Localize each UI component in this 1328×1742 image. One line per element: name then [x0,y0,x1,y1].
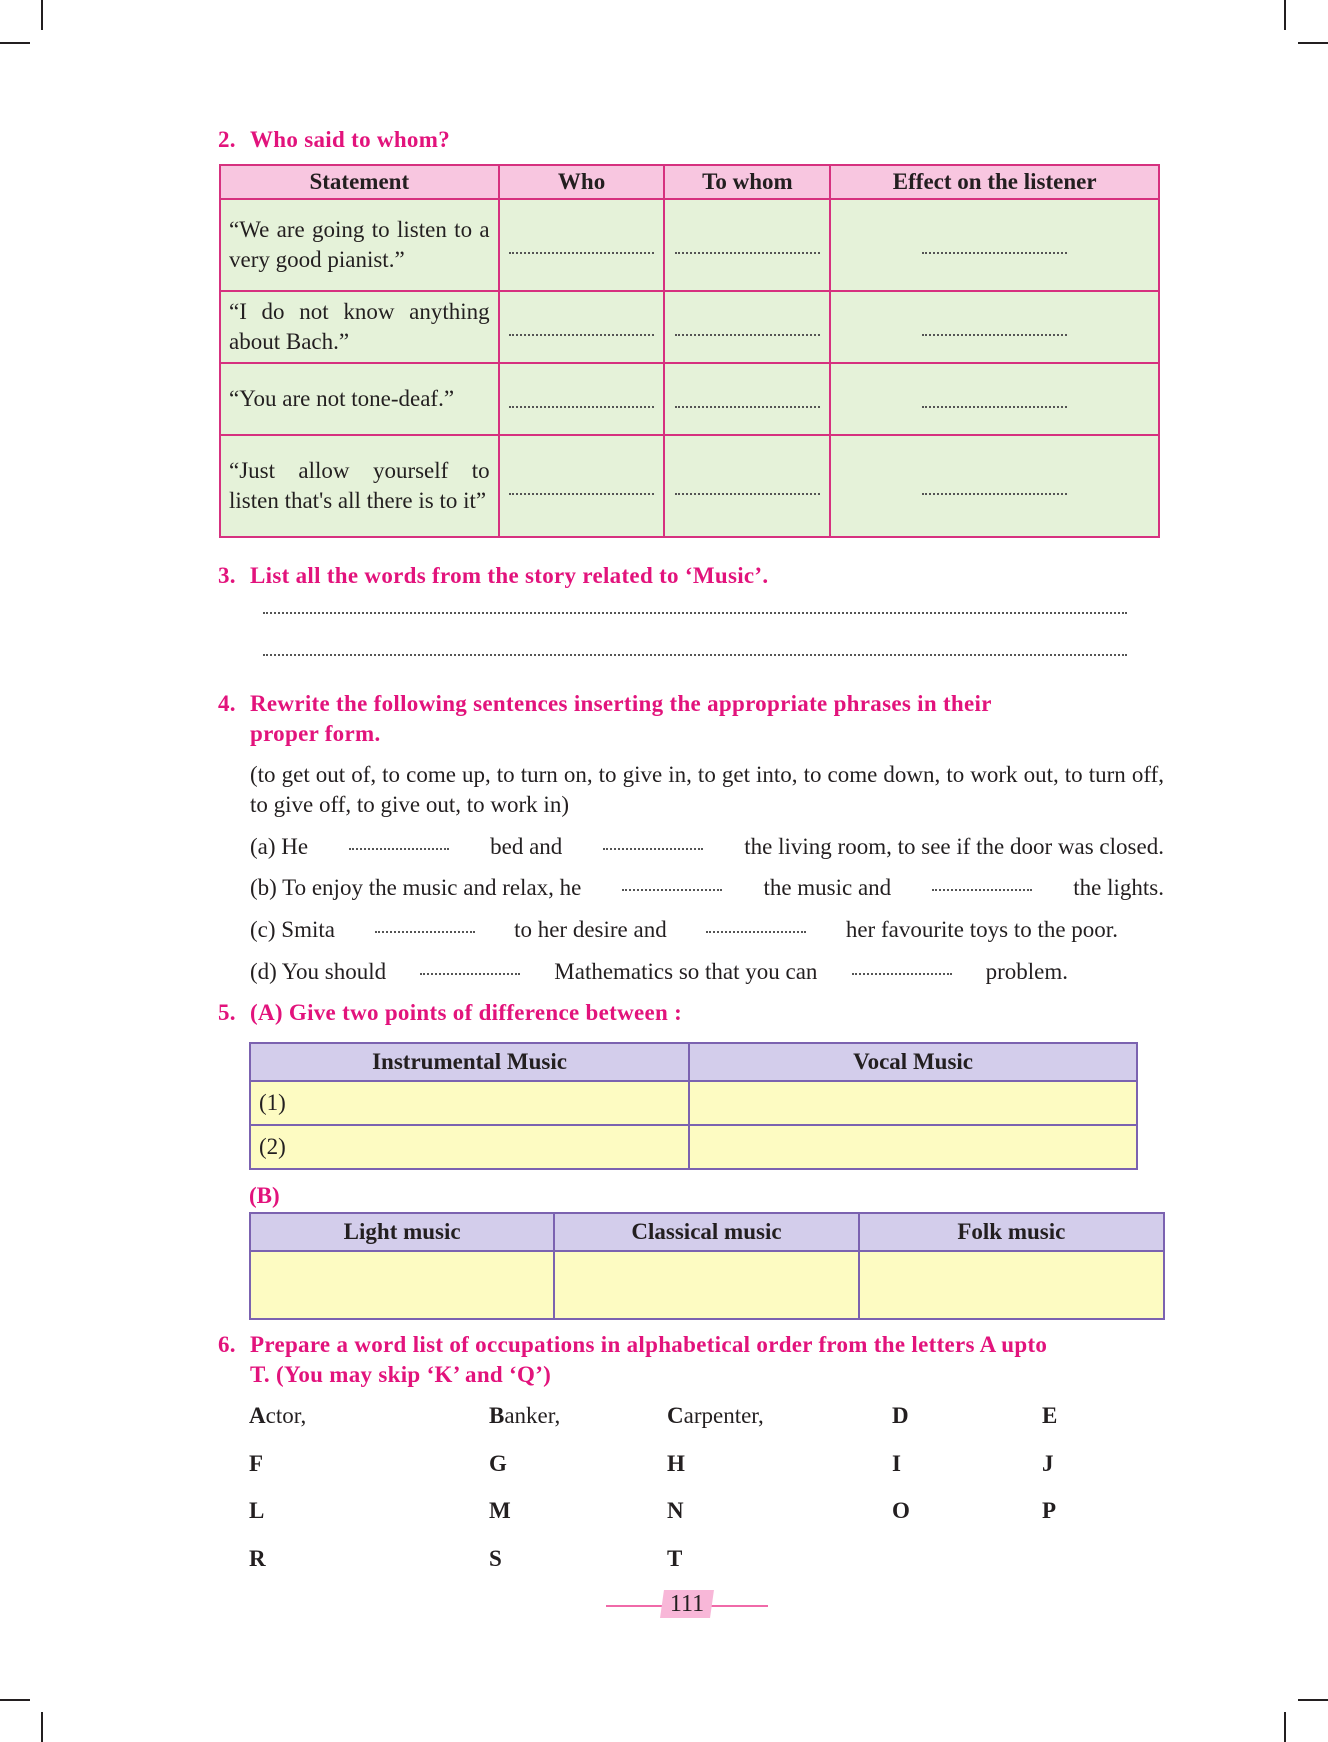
table-header-row [250,1213,1164,1251]
who-answer-cell[interactable] [499,435,665,537]
crop-mark [0,42,30,44]
answer-cell[interactable] [689,1081,1137,1125]
occupation-example [489,1403,560,1429]
occupation-letter-h[interactable]: H [667,1451,685,1476]
answer-blank [922,330,1067,336]
answer-line[interactable] [263,652,1127,656]
occupation-example [249,1403,306,1429]
crop-mark [1298,42,1328,44]
sentence-text: (c) Smita [250,917,335,942]
header-effect: Effect on the listener [830,165,1159,199]
to-whom-answer-cell[interactable] [664,363,830,435]
sentence-a [250,832,1164,862]
occupation-letter-n[interactable]: N [667,1498,684,1523]
header-statement: Statement [220,165,499,199]
occupation-letter-p[interactable]: P [1042,1498,1057,1523]
crop-mark [0,1699,30,1701]
effect-answer-cell[interactable] [830,199,1159,291]
music-types-table [249,1212,1165,1320]
sentence-text: Mathematics so that you can [554,959,818,984]
occupation-letter-o[interactable]: O [892,1498,910,1523]
header-to-whom: To whom [664,165,830,199]
question-text: List all the words from the story related to ‘Music’. [250,563,769,588]
fill-blank[interactable] [420,957,520,975]
statement-cell: “Just allow yourself to listen that's all there is to it” [220,435,499,537]
table-header-row [250,1043,1137,1081]
header-light-music: Light music [250,1213,554,1251]
statement-cell: “We are going to listen to a very good pianist.” [220,199,499,291]
question-6-title [218,1330,1164,1390]
effect-answer-cell[interactable] [830,363,1159,435]
fill-blank[interactable] [349,832,449,850]
answer-blank [675,330,820,336]
question-text: Rewrite the following sentences inserting the appropriate phrases in their [250,691,992,716]
to-whom-answer-cell[interactable] [664,291,830,363]
sentence-text: problem. [985,959,1068,984]
question-2-title [218,127,450,153]
table-row [250,1081,1137,1125]
table-row [220,291,1159,363]
crop-mark [1284,1712,1286,1742]
table-row [220,435,1159,537]
occupation-letter-d[interactable]: D [892,1403,909,1428]
effect-answer-cell[interactable] [830,435,1159,537]
answer-blank [675,489,820,495]
crop-mark [41,1712,43,1742]
occupation-letter-r[interactable]: R [249,1546,266,1571]
occupation-letter-f[interactable]: F [249,1451,264,1476]
question-text: (A) Give two points of difference between : [250,1000,683,1025]
occupation-letter-m[interactable]: M [489,1498,511,1523]
fill-blank[interactable] [852,957,952,975]
to-whom-answer-cell[interactable] [664,435,830,537]
header-folk-music: Folk music [859,1213,1164,1251]
table-row [250,1251,1164,1319]
fill-blank[interactable] [932,873,1032,891]
table-row [250,1125,1137,1169]
question-5-title [218,1000,682,1026]
fill-blank[interactable] [706,915,806,933]
statement-cell: “You are not tone-deaf.” [220,363,499,435]
occupation-letter-e[interactable]: E [1042,1403,1058,1428]
table-row [220,199,1159,291]
question-text: Prepare a word list of occupations in alphabetical order from the letters A upto [250,1332,1048,1357]
row-label[interactable]: (2) [250,1125,689,1169]
occupation-letter: B [489,1403,505,1428]
answer-line[interactable] [263,610,1127,614]
occupation-letter-i[interactable]: I [892,1451,901,1476]
sentence-text: (a) He [250,834,309,859]
question-text-continued: proper form. [250,721,381,746]
question-text: Who said to whom? [250,127,450,152]
fill-blank[interactable] [375,915,475,933]
answer-blank [922,248,1067,254]
fill-blank[interactable] [622,873,722,891]
answer-blank [509,330,654,336]
crop-mark [41,0,43,30]
header-who: Who [499,165,665,199]
answer-blank [509,489,654,495]
occupation-rest: ctor, [265,1403,307,1428]
occupation-letter: A [249,1403,266,1428]
page-number-footer [0,1590,1328,1620]
row-label[interactable]: (1) [250,1081,689,1125]
page-number: 111 [669,1591,705,1617]
phrase-list: (to get out of, to come up, to turn on, to give in, to get into, to come down, to work out, to turn off, to give off, to give out, to work in) [250,762,1164,817]
question-number: 2. [218,127,236,152]
sentence-text: the lights. [1073,875,1164,900]
occupation-letter-j[interactable]: J [1042,1451,1054,1476]
answer-blank [922,489,1067,495]
music-difference-table [249,1042,1138,1170]
sentence-text: the living room, to see if the door was closed. [744,834,1164,859]
crop-mark [1284,0,1286,30]
who-answer-cell[interactable] [499,199,665,291]
question-3-title [218,563,768,589]
table-row [220,363,1159,435]
occupation-letter: C [667,1403,684,1428]
occupation-letter-t[interactable]: T [667,1546,683,1571]
sentence-text: bed and [490,834,563,859]
question-text-continued: T. (You may skip ‘K’ and ‘Q’) [250,1362,552,1387]
answer-blank [509,402,654,408]
sentence-d [250,957,1068,987]
occupation-letter-g[interactable]: G [489,1451,507,1476]
answer-blank [922,402,1067,408]
statement-cell: “I do not know anything about Bach.” [220,291,499,363]
sentence-text: (d) You should [250,959,387,984]
who-answer-cell[interactable] [499,363,665,435]
crop-mark [1298,1699,1328,1701]
answer-cell[interactable] [554,1251,858,1319]
answer-blank [509,248,654,254]
part-b-label: (B) [249,1183,280,1208]
answer-cell[interactable] [250,1251,554,1319]
sentence-text: her favourite toys to the poor. [845,917,1118,942]
fill-blank[interactable] [603,832,703,850]
occupation-rest: arpenter, [683,1403,764,1428]
occupation-example [667,1403,764,1429]
question-number: 4. [218,691,236,716]
effect-answer-cell[interactable] [830,291,1159,363]
table-header-row [220,165,1159,199]
who-answer-cell[interactable] [499,291,665,363]
header-vocal-music: Vocal Music [689,1043,1137,1081]
sentence-text: the music and [763,875,892,900]
answer-cell[interactable] [859,1251,1164,1319]
question-number: 6. [218,1332,236,1357]
question-number: 3. [218,563,236,588]
answer-blank [675,402,820,408]
sentence-b [250,873,1164,903]
header-classical-music: Classical music [554,1213,858,1251]
footer-rule [708,1605,768,1607]
answer-blank [675,248,820,254]
sentence-c [250,915,1118,945]
footer-rule [606,1605,666,1607]
question-4-title [218,689,992,749]
sentence-text: (b) To enjoy the music and relax, he [250,875,582,900]
occupation-letter-l[interactable]: L [249,1498,265,1523]
question-number: 5. [218,1000,236,1025]
who-said-to-whom-table [219,164,1160,538]
answer-cell[interactable] [689,1125,1137,1169]
occupation-rest: anker, [504,1403,561,1428]
occupation-letter-s[interactable]: S [489,1546,502,1571]
header-instrumental-music: Instrumental Music [250,1043,689,1081]
sentence-text: to her desire and [514,917,667,942]
to-whom-answer-cell[interactable] [664,199,830,291]
